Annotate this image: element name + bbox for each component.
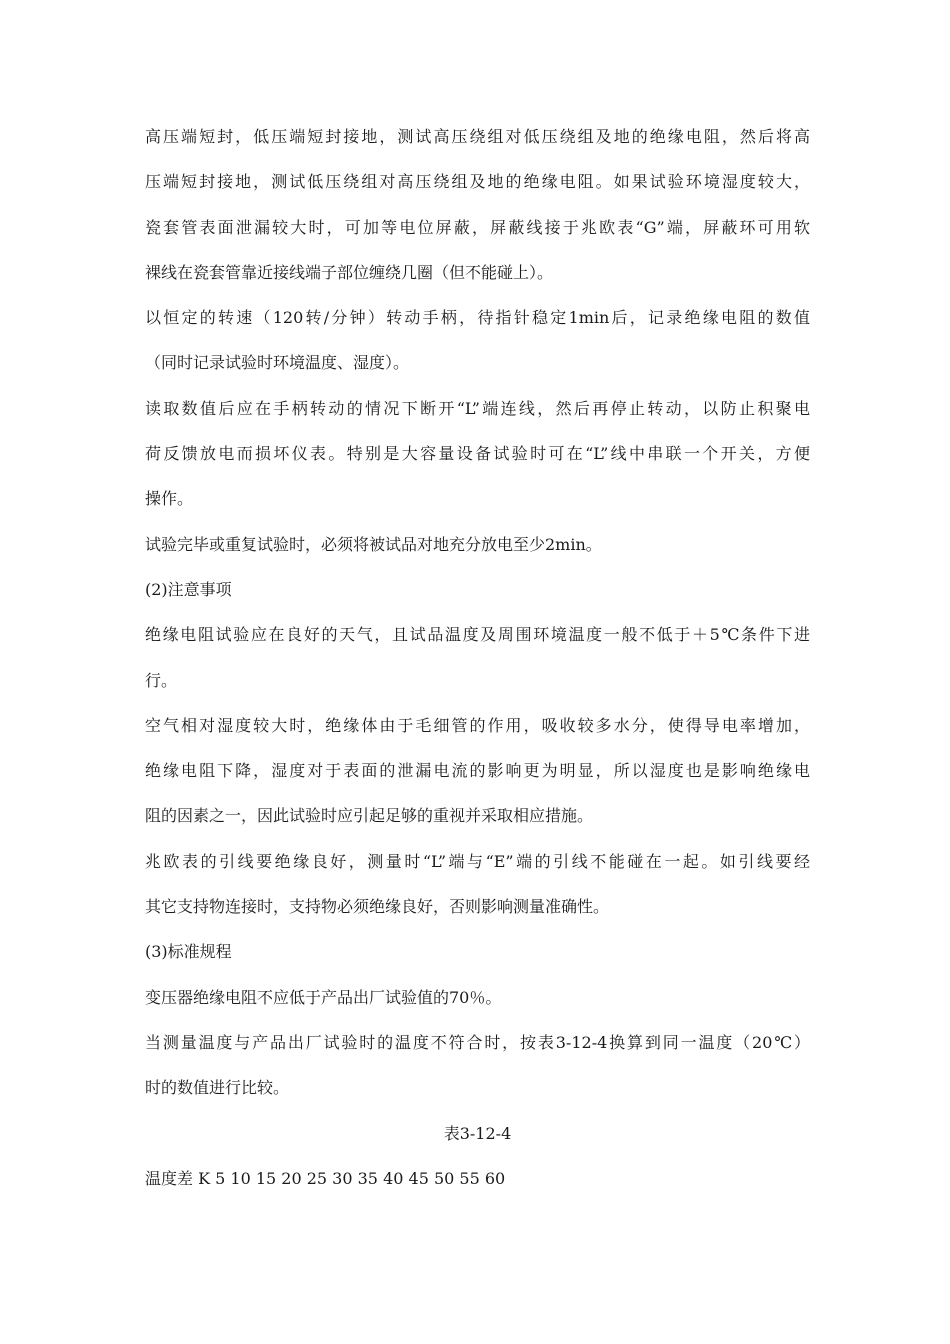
- text-line: 绝缘电阻试验应在良好的天气，且试品温度及周围环境温度一般不低于＋5℃条件下进: [145, 625, 810, 645]
- table-caption: 表3-12-4: [443, 1123, 512, 1143]
- text-line: (3)标准规程: [145, 942, 232, 962]
- text-line: 操作。: [145, 489, 194, 509]
- text-line: 高压端短封，低压端短封接地，测试高压绕组对低压绕组及地的绝缘电阻，然后将高: [145, 127, 810, 146]
- text-line: 温度差 K 5 10 15 20 25 30 35 40 45 50 55 60: [145, 1168, 506, 1188]
- text-line: 荷反馈放电而损坏仪表。特别是大容量设备试验时可在“L”线中串联一个开关，方便: [145, 444, 810, 464]
- text-line: （同时记录试验时环境温度、湿度）。: [145, 353, 410, 373]
- text-line: 阻的因素之一，因此试验时应引起足够的重视并采取相应措施。: [145, 806, 594, 826]
- text-line: 当测量温度与产品出厂试验时的温度不符合时，按表3-12-4换算到同一温度（20℃）: [145, 1032, 810, 1052]
- text-line: 时的数值进行比较。: [145, 1078, 290, 1098]
- text-line: 兆欧表的引线要绝缘良好，测量时“L”端与“E”端的引线不能碰在一起。如引线要经: [145, 851, 810, 871]
- text-line: 试验完毕或重复试验时，必须将被试品对地充分放电至少2min。: [145, 534, 602, 554]
- document-body: [145, 114, 810, 1201]
- text-line: 其它支持物连接时，支持物必须绝缘良好，否则影响测量准确性。: [145, 897, 610, 917]
- text-line: 空气相对湿度较大时，绝缘体由于毛细管的作用，吸收较多水分，使得导电率增加，: [145, 715, 810, 735]
- text-line: 压端短封接地，测试低压绕组对高压绕组及地的绝缘电阻。如果试验环境湿度较大，: [145, 172, 810, 192]
- text-line: 裸线在瓷套管靠近接线端子部位缠绕几圈（但不能碰上）。: [145, 262, 554, 282]
- text-line: 变压器绝缘电阻不应低于产品出厂试验值的70％。: [145, 987, 502, 1007]
- text-line: 瓷套管表面泄漏较大时，可加等电位屏蔽，屏蔽线接于兆欧表“G”端，屏蔽环可用软: [145, 217, 810, 237]
- text-line: 绝缘电阻下降，湿度对于表面的泄漏电流的影响更为明显，所以湿度也是影响绝缘电: [145, 761, 810, 781]
- text-line: 行。: [145, 670, 178, 690]
- text-line: 读取数值后应在手柄转动的情况下断开“L”端连线，然后再停止转动，以防止积聚电: [145, 398, 810, 418]
- text-line: 以恒定的转速（120转/分钟）转动手柄，待指针稳定1min后，记录绝缘电阻的数值: [145, 308, 810, 328]
- text-line: (2)注意事项: [145, 579, 232, 599]
